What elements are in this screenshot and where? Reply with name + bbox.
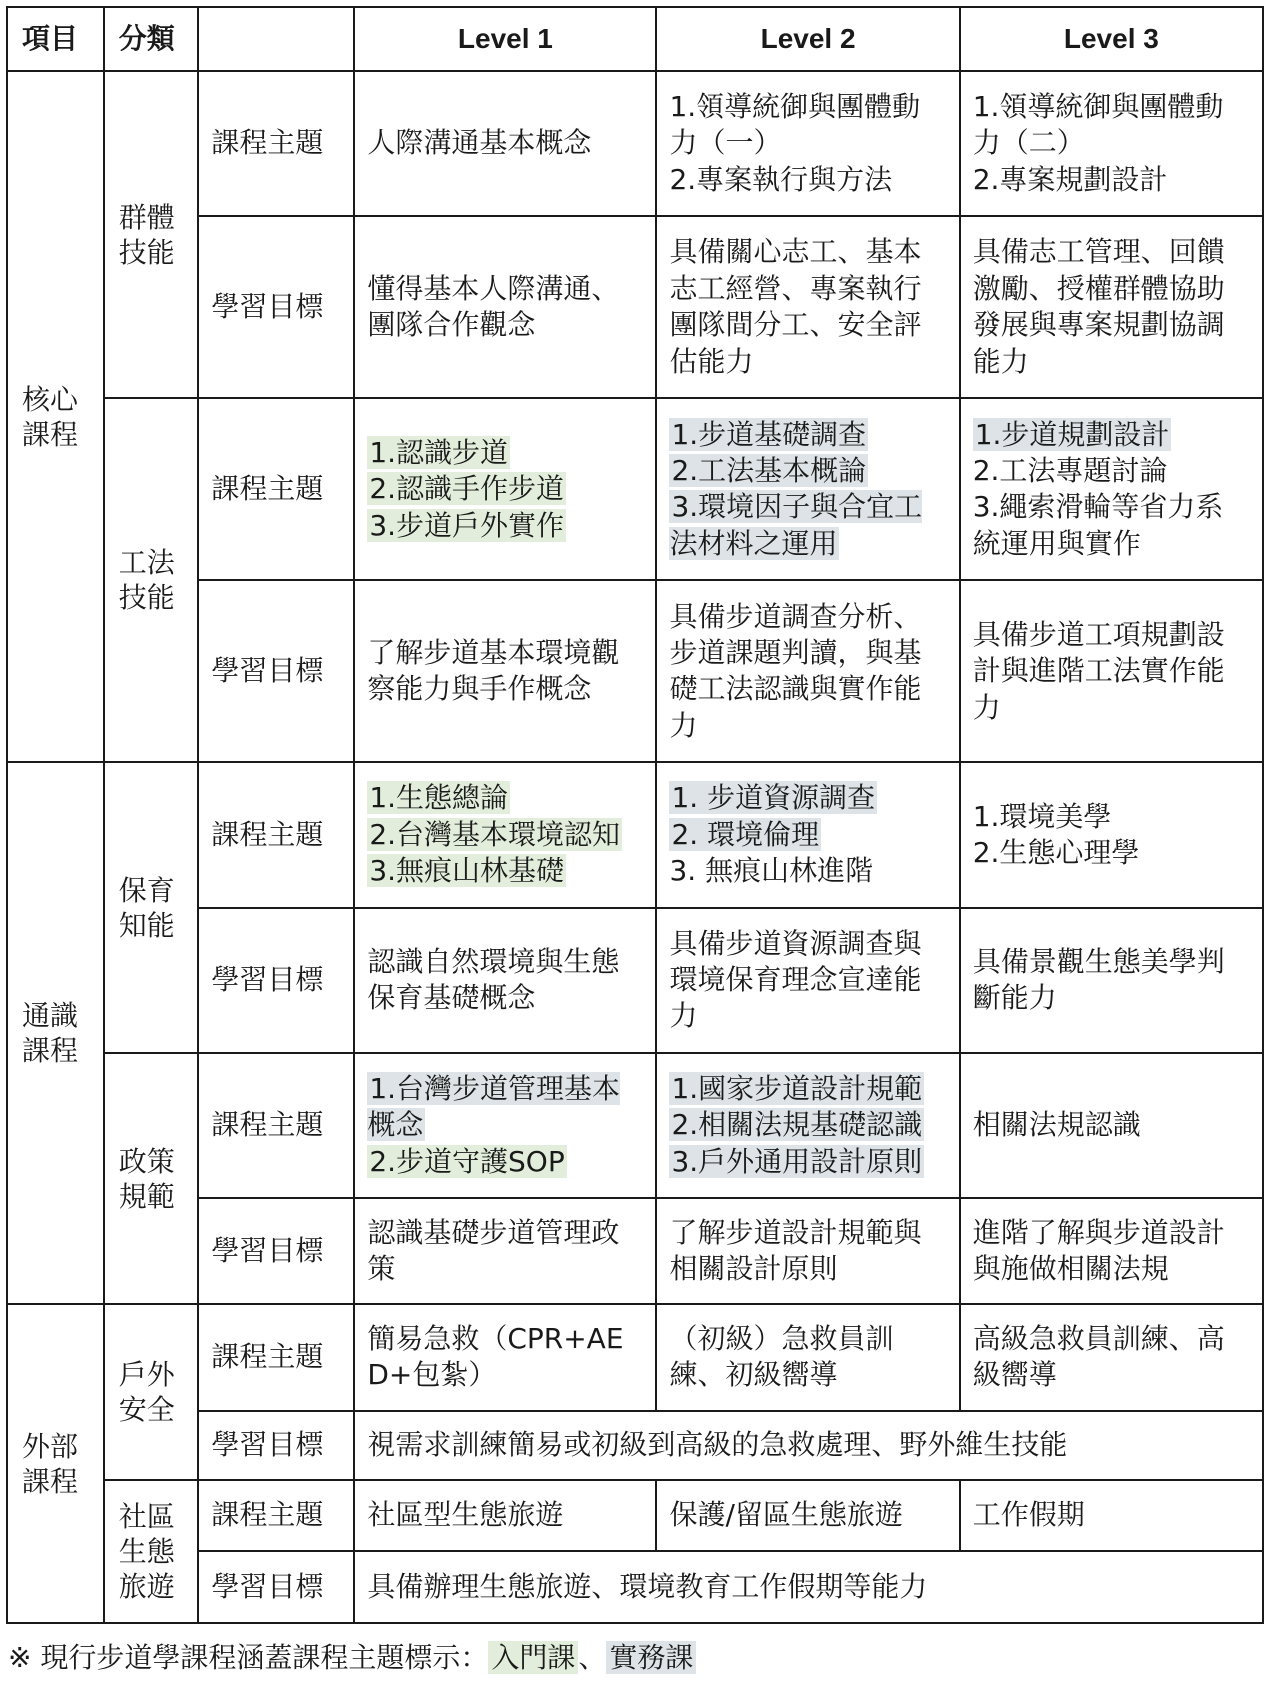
group-label [104,71,199,398]
cell-line [367,435,643,471]
row-label-topic [198,762,354,907]
row-label-goal-text: 學習目標 [211,1428,324,1461]
footnote-intro-label: 入門課 [488,1641,578,1674]
cell-line [367,853,643,889]
cell-line [973,944,1250,1017]
cell-line-text: 具備關心志工、基本志工經營、專案執行團隊間分工、安全評估能力 [669,235,922,378]
cell-line [367,271,643,344]
row-label-topic [198,71,354,216]
cell-line-text: 1.國家步道設計規範 [671,1071,923,1105]
cell-line [669,853,946,889]
cell-line-text: 2.生態心理學 [972,836,1140,870]
cell-line [669,599,946,745]
curriculum-table [6,6,1264,1624]
header-level-3: Level 3 [960,7,1263,71]
cell-line-text: 3. 無痕山林進階 [669,854,874,888]
goal-cell [960,908,1263,1053]
cell-line [669,234,946,380]
row-label-goal [198,1551,354,1623]
header-item: 項目 [7,7,104,71]
topic-cell [354,1053,656,1198]
goal-cell [656,580,959,762]
cell-line [669,1107,946,1143]
cell-line-text: 具備景觀生態美學判斷能力 [972,944,1225,1015]
cell-line [367,508,643,544]
cell-line-text: 3.環境因子與合宜工法材料之運用 [669,490,923,560]
cell-line [973,1321,1250,1394]
topic-cell [656,398,959,580]
cell-line [973,489,1250,562]
cell-line-text: 具備步道調查分析、步道課題判讀，與基礎工法認識與實作能力 [669,599,922,742]
cell-line-text: 人際溝通基本概念 [367,126,592,160]
cell-line-text: 3.步道戶外實作 [369,508,565,542]
goal-cell [656,1198,959,1304]
topic-cell [656,762,959,907]
cell-line [367,471,643,507]
cell-line-text: 相關法規認識 [972,1108,1141,1142]
cell-line [669,1215,946,1288]
topic-cell [960,71,1263,216]
header-row [7,7,1263,71]
cell-line [669,926,946,1035]
section-label-text: 核心 課程 [22,382,79,451]
row-label-goal [198,908,354,1053]
topic-cell [354,1304,656,1410]
row-label-topic-text: 課程主題 [211,126,324,160]
row-label-topic [198,1304,354,1410]
goal-cell [960,1198,1263,1304]
cell-line [669,1071,946,1107]
cell-line [669,1321,946,1394]
cell-line [973,1215,1250,1288]
section-label [7,71,104,762]
row-label-topic-text: 課程主題 [211,1108,324,1142]
header-level-2: Level 2 [656,7,959,71]
cell-line [973,234,1250,380]
row-label-goal-text: 學習目標 [211,1234,324,1268]
goal-merged-cell [354,1551,1263,1623]
table-row [7,1053,1263,1198]
cell-line [973,617,1250,726]
group-label-text: 社區 生態 旅遊 [118,1499,175,1603]
cell-line-text: （初級）急救員訓練、初級嚮導 [669,1322,894,1392]
group-label [104,398,199,762]
cell-line [669,162,946,198]
row-label-goal [198,1411,354,1480]
cell-line [973,1107,1250,1143]
cell-line-text: 2.專案規劃設計 [972,162,1168,196]
cell-line [367,780,643,816]
cell-line-text: 具備志工管理、回饋激勵、授權群體協助發展與專案規劃協調能力 [972,235,1225,378]
topic-cell [656,1480,959,1552]
cell-line [669,417,946,453]
cell-line [973,89,1250,162]
cell-line [669,1497,946,1533]
cell-line-text: 具備步道工項規劃設計與進階工法實作能力 [972,617,1225,724]
cell-line [669,453,946,489]
cell-line-text: 進階了解與步道設計與施做相關法規 [972,1215,1225,1286]
table-row [7,1304,1263,1410]
cell-line-text: 懂得基本人際溝通、團隊合作觀念 [367,271,620,342]
topic-cell [656,1053,959,1198]
group-label [104,1480,199,1623]
row-label-goal [198,1198,354,1304]
cell-line-text: 1.環境美學 [972,799,1112,833]
cell-line [973,417,1250,453]
row-label-goal-text: 學習目標 [211,654,324,688]
footnote-practice-label: 實務課 [606,1641,696,1674]
cell-line-text: 2.步道守護SOP [369,1144,565,1178]
row-label-topic [198,1480,354,1552]
goal-cell [960,580,1263,762]
row-label-goal-text: 學習目標 [211,290,324,324]
cell-line [973,835,1250,871]
cell-line-text: 簡易急救（CPR+AED+包紮） [367,1322,624,1392]
row-label-topic-text: 課程主題 [211,472,324,506]
row-label-goal-text: 學習目標 [211,1570,324,1603]
row-label-goal [198,580,354,762]
cell-line-text: 認識自然環境與生態保育基礎概念 [367,944,620,1015]
cell-line-text: 3.戶外通用設計原則 [671,1144,923,1178]
goal-cell [656,216,959,398]
goal-cell [656,908,959,1053]
cell-line-text: 1.步道規劃設計 [974,417,1170,451]
cell-line [367,944,643,1017]
footnote-text: ※ 現行步道學課程涵蓋課程主題標示： [8,1641,489,1674]
footnote-separator: 、 [578,1641,607,1674]
group-label-text: 保育 知能 [118,873,175,942]
row-label-topic [198,398,354,580]
cell-line [669,817,946,853]
cell-line [367,1144,643,1180]
cell-line-text: 2.認識手作步道 [369,472,565,506]
cell-line-text: 2.工法專題討論 [972,453,1168,487]
cell-line [973,799,1250,835]
table-row [7,762,1263,907]
cell-line [367,635,643,708]
cell-line-text: 1.步道基礎調查 [671,417,867,451]
cell-line-text: 保護/留區生態旅遊 [669,1498,903,1532]
cell-line [669,1144,946,1180]
row-label-topic-text: 課程主題 [211,817,324,851]
topic-cell [656,71,959,216]
cell-line-text: 2.台灣基本環境認知 [369,817,621,851]
cell-line-text: 2. 環境倫理 [671,817,820,851]
cell-line-text: 2.相關法規基礎認識 [671,1108,923,1142]
goal-merged-cell-text: 具備辦理生態旅遊、環境教育工作假期等能力 [367,1570,928,1603]
cell-line [669,780,946,816]
cell-line [669,89,946,162]
topic-cell [960,1480,1263,1552]
goal-merged-cell [354,1411,1263,1480]
topic-cell [960,1304,1263,1410]
cell-line-text: 1.領導統御與團體動力（一） [669,90,921,160]
cell-line-text: 1.領導統御與團體動力（二） [972,90,1224,160]
cell-line-text: 2.工法基本概論 [671,453,867,487]
cell-line-text: 認識基礎步道管理政策 [367,1215,620,1286]
row-label-topic-text: 課程主題 [211,1340,324,1374]
section-label [7,762,104,1304]
section-label [7,1304,104,1623]
cell-line-text: 工作假期 [972,1498,1085,1532]
cell-line-text: 2.專案執行與方法 [669,162,893,196]
header-level-1: Level 1 [354,7,656,71]
goal-cell [354,216,656,398]
group-label [104,762,199,1052]
group-label-text: 工法 技能 [118,546,175,615]
goal-merged-cell-text: 視需求訓練簡易或初級到高級的急救處理、野外維生技能 [367,1428,1068,1461]
group-label [104,1053,199,1304]
footnote [8,1638,696,1677]
table-row [7,71,1263,216]
topic-cell [960,1053,1263,1198]
row-label-topic-text: 課程主題 [211,1498,324,1532]
row-label-goal-text: 學習目標 [211,963,324,997]
cell-line [367,1215,643,1288]
topic-cell [656,1304,959,1410]
cell-line-text: 高級急救員訓練、高級嚮導 [972,1322,1225,1392]
group-label-text: 戶外 安全 [118,1358,175,1427]
cell-line [973,453,1250,489]
topic-cell [960,398,1263,580]
cell-line [367,1497,643,1533]
header-blank [198,7,354,71]
topic-cell [960,762,1263,907]
section-label-text: 外部 課程 [22,1429,79,1498]
table-row [7,398,1263,580]
topic-cell [354,71,656,216]
cell-line-text: 1. 步道資源調查 [671,781,876,815]
cell-line-text: 1.認識步道 [369,435,509,469]
cell-line [367,1321,643,1394]
cell-line [367,1071,643,1144]
row-label-goal [198,216,354,398]
row-label-topic [198,1053,354,1198]
cell-line [367,817,643,853]
cell-line-text: 社區型生態旅遊 [367,1498,564,1532]
cell-line [973,162,1250,198]
goal-cell [354,1198,656,1304]
cell-line-text: 1.生態總論 [369,781,509,815]
group-label-text: 政策 規範 [118,1144,175,1213]
group-label-text: 群體 技能 [118,200,175,269]
cell-line-text: 3.無痕山林基礎 [369,854,565,888]
cell-line-text: 1.台灣步道管理基本概念 [367,1071,621,1142]
table-row [7,1480,1263,1552]
cell-line [669,489,946,562]
section-label-text: 通識 課程 [22,999,79,1068]
cell-line [973,1497,1250,1533]
cell-line-text: 了解步道設計規範與相關設計原則 [669,1215,922,1286]
topic-cell [354,398,656,580]
cell-line-text: 具備步道資源調查與環境保育理念宣達能力 [669,926,922,1033]
group-label [104,1304,199,1480]
topic-cell [354,762,656,907]
cell-line-text: 3.繩索滑輪等省力系統運用與實作 [972,490,1224,560]
cell-line [367,125,643,161]
goal-cell [960,216,1263,398]
topic-cell [354,1480,656,1552]
table-body [7,71,1263,1623]
goal-cell [354,580,656,762]
goal-cell [354,908,656,1053]
header-category: 分類 [104,7,199,71]
cell-line-text: 了解步道基本環境觀察能力與手作概念 [367,636,620,706]
